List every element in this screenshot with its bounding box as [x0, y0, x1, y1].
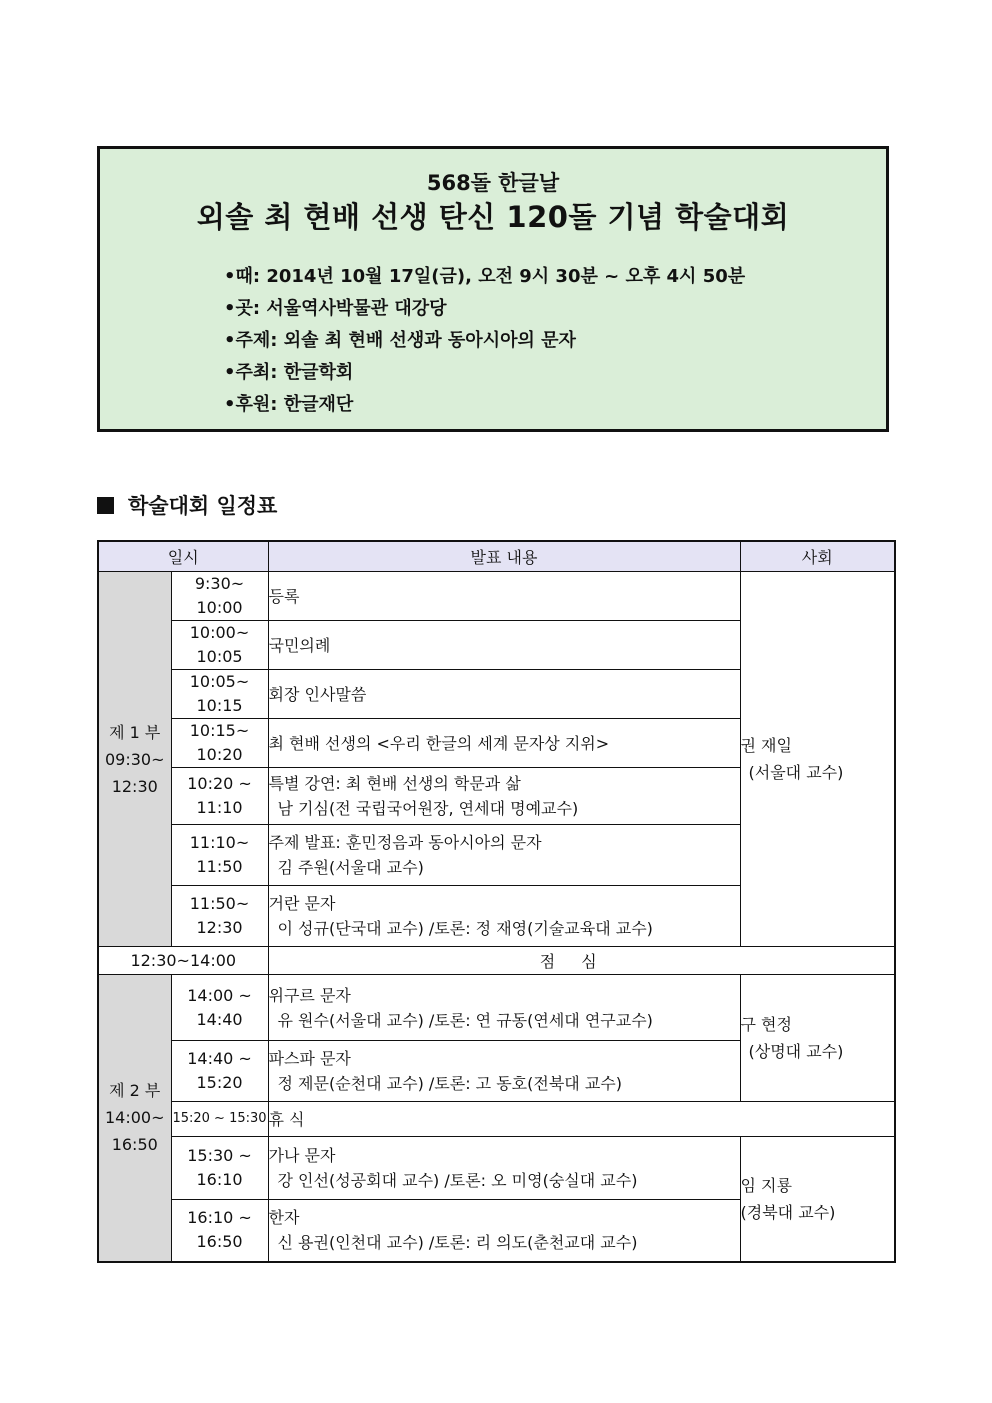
col-header-host: 사회	[740, 541, 895, 572]
time-start: 15:30 ~	[187, 1146, 252, 1165]
table-header-row	[98, 541, 895, 572]
time-start: 10:20 ~	[187, 774, 252, 793]
detail-host: •주최: 한글학회	[224, 362, 354, 383]
part2-host-a	[740, 975, 895, 1102]
content-cell	[268, 621, 740, 670]
host-name: 구 현정	[740, 1015, 792, 1034]
time-start: 16:10 ~	[187, 1208, 252, 1228]
event-title: 외솔 최 현배 선생 탄신 120돌 기념 학술대회	[196, 200, 790, 234]
time-start: 11:10~	[189, 833, 250, 852]
time-cell	[171, 670, 268, 719]
time-end: 11:50	[196, 857, 243, 876]
content-cell	[268, 670, 740, 719]
session-speaker: 강 인선(성공회대 교수) /토론: 오 미영(숭실대 교수)	[277, 1171, 638, 1190]
detail-sponsor: •후원: 한글재단	[224, 394, 354, 415]
time-end: 12:30	[196, 918, 243, 937]
lunch-row	[98, 947, 895, 975]
host-name: 권 재일	[740, 736, 792, 755]
break-time: 15:20 ~ 15:30	[171, 1102, 268, 1137]
table-row	[98, 1137, 895, 1200]
table-row	[98, 975, 895, 1041]
detail-date: •때: 2014년 10월 17일(금), 오전 9시 30분 ~ 오후 4시 50분	[224, 266, 746, 287]
event-header-box	[97, 146, 889, 432]
time-start: 10:05~	[189, 672, 250, 691]
event-details	[224, 261, 745, 421]
host-affiliation: (서울대 교수)	[748, 763, 844, 782]
session-title: 주제 발표: 훈민정음과 동아시아의 문자	[268, 833, 542, 852]
part2-host-b	[740, 1137, 895, 1262]
lunch-label: 점심	[268, 947, 895, 975]
part1-label-line: 09:30~	[104, 749, 165, 769]
detail-venue: •곳: 서울역사박물관 대강당	[224, 298, 447, 319]
content-cell	[268, 825, 740, 886]
time-end: 10:20	[196, 745, 243, 764]
time-end: 16:10	[196, 1170, 243, 1189]
part2-label-line: 14:00~	[104, 1108, 165, 1128]
part2-label	[98, 975, 171, 1262]
session-title: 국민의례	[268, 635, 331, 655]
session-title: 거란 문자	[268, 894, 336, 913]
session-title: 위구르 문자	[268, 985, 351, 1005]
detail-theme: •주제: 외솔 최 현배 선생과 동아시아의 문자	[224, 330, 576, 351]
col-header-datetime: 일시	[98, 541, 268, 572]
host-affiliation: (상명대 교수)	[748, 1042, 844, 1061]
session-speaker: 김 주원(서울대 교수)	[277, 858, 424, 877]
content-cell	[268, 886, 740, 947]
time-cell	[171, 621, 268, 670]
content-cell	[268, 768, 740, 825]
time-cell	[171, 1200, 268, 1262]
content-cell	[268, 1200, 740, 1262]
time-start: 9:30~	[194, 574, 245, 593]
session-title: 회장 인사말씀	[268, 684, 367, 704]
session-speaker: 이 성규(단국대 교수) /토론: 정 재영(기술교육대 교수)	[277, 919, 653, 938]
time-cell	[171, 719, 268, 768]
time-start: 11:50~	[189, 894, 250, 913]
time-end: 16:50	[196, 1232, 243, 1252]
time-start: 10:15~	[189, 721, 250, 740]
session-title: 가나 문자	[268, 1146, 336, 1165]
lunch-time: 12:30~14:00	[98, 947, 268, 975]
part1-host	[740, 572, 895, 947]
time-cell	[171, 1137, 268, 1200]
schedule-table	[97, 540, 896, 1263]
session-speaker: 정 제문(순천대 교수) /토론: 고 동호(전북대 교수)	[277, 1074, 622, 1093]
content-cell	[268, 572, 740, 621]
part1-label	[98, 572, 171, 947]
table-row	[98, 572, 895, 621]
session-title: 파스파 문자	[268, 1049, 351, 1068]
col-header-content: 발표 내용	[268, 541, 740, 572]
time-cell	[171, 975, 268, 1041]
time-cell	[171, 572, 268, 621]
time-end: 10:05	[196, 647, 243, 666]
time-start: 14:00 ~	[187, 985, 252, 1005]
content-cell	[268, 1041, 740, 1102]
time-start: 10:00~	[189, 623, 250, 642]
session-speaker: 유 원수(서울대 교수) /토론: 연 규동(연세대 연구교수)	[277, 1010, 653, 1030]
time-cell	[171, 825, 268, 886]
break-label: 휴 식	[268, 1102, 895, 1137]
break-row	[98, 1102, 895, 1137]
session-title: 한자	[268, 1208, 300, 1228]
part1-label-line: 12:30	[111, 776, 158, 796]
time-end: 10:15	[196, 696, 243, 715]
session-speaker: 남 기심(전 국립국어원장, 연세대 명예교수)	[277, 799, 579, 818]
time-cell	[171, 1041, 268, 1102]
content-cell	[268, 719, 740, 768]
time-end: 14:40	[196, 1009, 243, 1029]
section-heading	[97, 490, 277, 520]
time-end: 11:10	[196, 798, 243, 817]
time-end: 15:20	[196, 1073, 243, 1092]
time-cell	[171, 768, 268, 825]
time-start: 14:40 ~	[187, 1049, 252, 1068]
square-bullet-icon	[97, 497, 114, 514]
host-name: 임 지룡	[740, 1175, 792, 1195]
part1-label-line: 제 1 부	[109, 722, 161, 742]
session-title: 최 현배 선생의 <우리 한글의 세계 문자상 지위>	[268, 733, 610, 753]
time-end: 10:00	[196, 598, 243, 617]
part2-label-line: 제 2 부	[109, 1081, 161, 1101]
content-cell	[268, 975, 740, 1041]
time-cell	[171, 886, 268, 947]
section-title: 학술대회 일정표	[128, 494, 278, 518]
part2-label-line: 16:50	[111, 1135, 158, 1155]
host-affiliation: (경북대 교수)	[740, 1202, 836, 1222]
session-speaker: 신 용권(인천대 교수) /토론: 리 의도(춘천교대 교수)	[277, 1233, 638, 1253]
content-cell	[268, 1137, 740, 1200]
session-title: 특별 강연: 최 현배 선생의 학문과 삶	[268, 774, 521, 793]
event-subtitle: 568돌 한글날	[426, 171, 560, 195]
session-title: 등록	[268, 586, 300, 606]
